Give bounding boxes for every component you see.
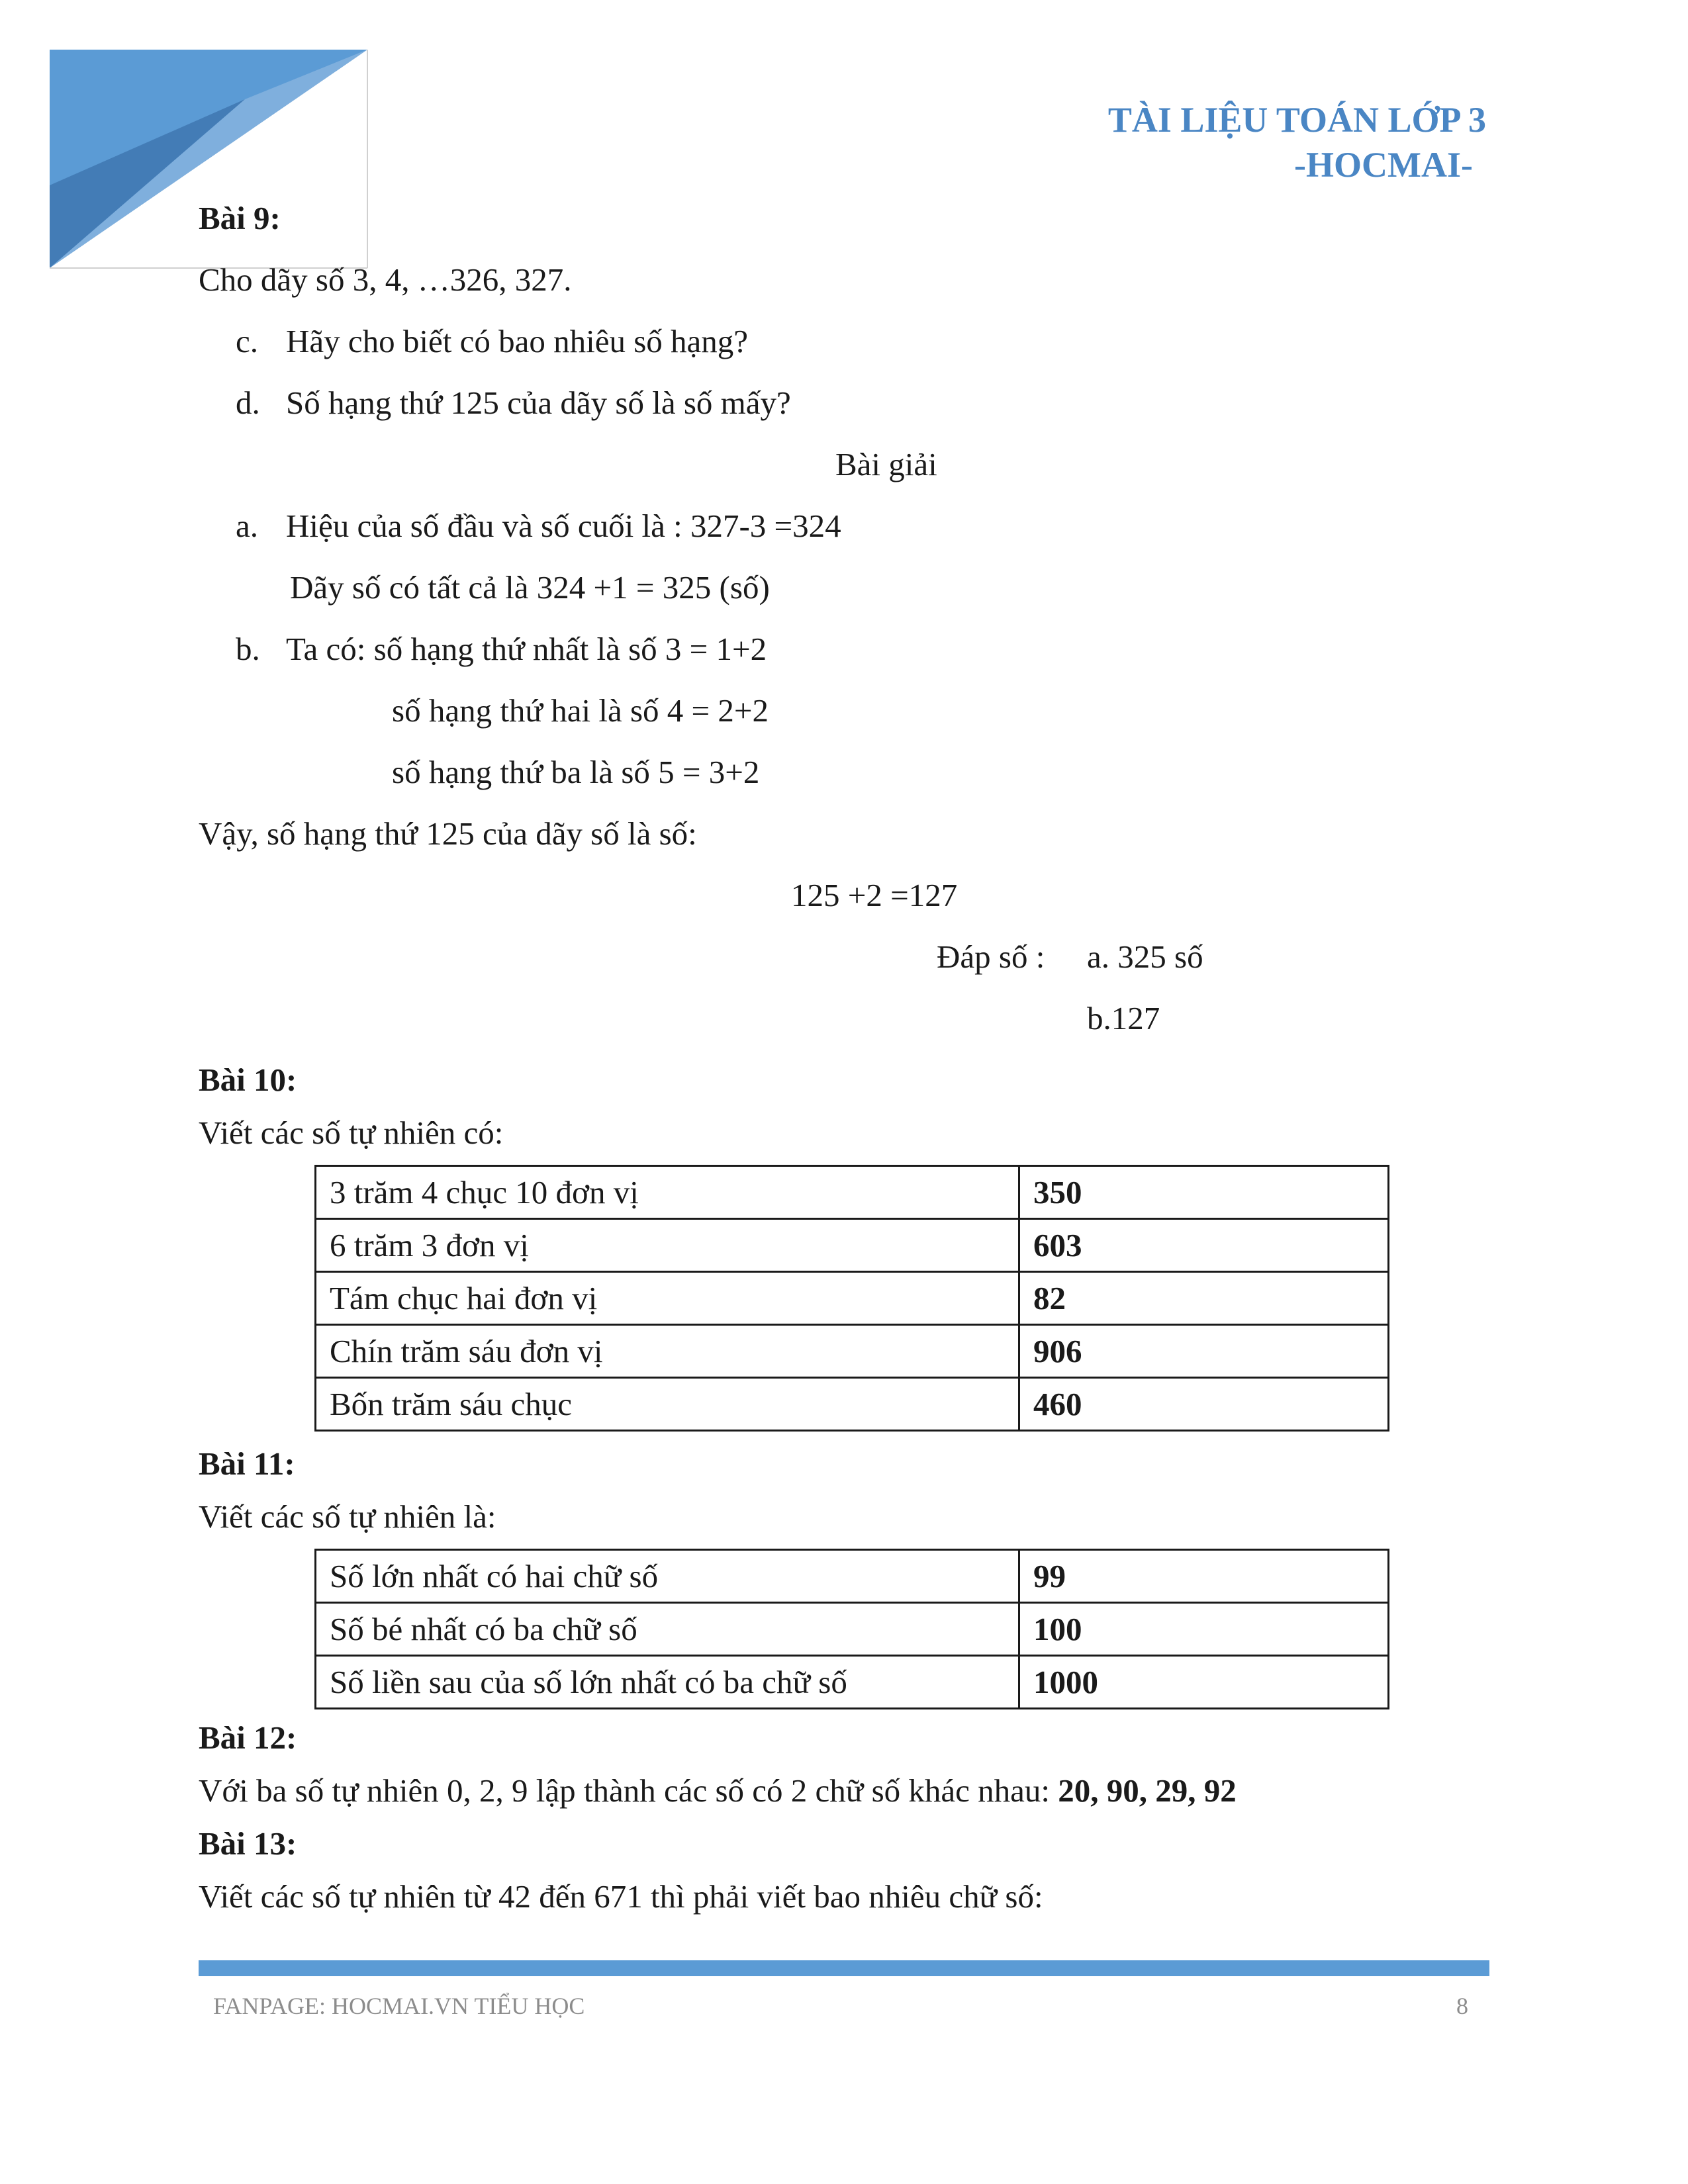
- table-cell-desc: Số liền sau của số lớn nhất có ba chữ số: [316, 1656, 1019, 1709]
- footer-divider: [199, 1960, 1489, 1976]
- table-cell-value: 603: [1019, 1219, 1389, 1272]
- table-row: [316, 1219, 1389, 1272]
- table-cell-desc: 6 trăm 3 đơn vị: [316, 1219, 1019, 1272]
- table-row: [316, 1603, 1389, 1656]
- table-cell-value: 82: [1019, 1272, 1389, 1325]
- table-row: [316, 1378, 1389, 1431]
- table-row: [316, 1325, 1389, 1378]
- solution-title: Bài giải: [835, 446, 937, 482]
- table-cell-desc: Số bé nhất có ba chữ số: [316, 1603, 1019, 1656]
- footer-fanpage: FANPAGE: HOCMAI.VN TIỂU HỌC: [213, 1993, 585, 2019]
- table-cell-value: 100: [1019, 1603, 1389, 1656]
- bai10-intro: Viết các số tự nhiên có:: [199, 1115, 504, 1151]
- bai9-intro: Cho dãy số 3, 4, …326, 327.: [199, 261, 572, 298]
- table-cell-desc: Tám chục hai đơn vị: [316, 1272, 1019, 1325]
- table-row: [316, 1166, 1389, 1219]
- bai11-title: Bài 11:: [199, 1445, 295, 1482]
- bai11-intro: Viết các số tự nhiên là:: [199, 1498, 496, 1535]
- solution-a-line1: Hiệu của số đầu và số cuối là : 327-3 =324: [286, 508, 841, 544]
- bai9-title: Bài 9:: [199, 200, 281, 236]
- solution-a-line2: Dãy số có tất cả là 324 +1 = 325 (số): [290, 569, 770, 606]
- bai12-title: Bài 12:: [199, 1719, 297, 1756]
- answer-b: b.127: [1087, 1000, 1160, 1036]
- table-row: [316, 1550, 1389, 1603]
- table-cell-desc: Chín trăm sáu đơn vị: [316, 1325, 1019, 1378]
- bai9-marker-b: b.: [236, 631, 260, 667]
- bai12-text: [199, 1771, 1237, 1811]
- solution-b-line2: số hạng thứ hai là số 4 = 2+2: [392, 692, 769, 729]
- bai12-answer: 20, 90, 29, 92: [1058, 1772, 1237, 1809]
- bai9-marker-a: a.: [236, 508, 258, 544]
- table-cell-value: 350: [1019, 1166, 1389, 1219]
- header-title: TÀI LIỆU TOÁN LỚP 3: [1107, 100, 1486, 140]
- page-number: 8: [1456, 1993, 1468, 2019]
- solution-conclusion: Vậy, số hạng thứ 125 của dãy số là số:: [199, 815, 697, 852]
- answer-a: a. 325 số: [1087, 938, 1203, 975]
- bai13-title: Bài 13:: [199, 1825, 297, 1862]
- bai9-marker-d: d.: [236, 385, 260, 421]
- bai13-text: Viết các số tự nhiên từ 42 đến 671 thì phải viết bao nhiêu chữ số:: [199, 1878, 1043, 1915]
- bai9-question-d: Số hạng thứ 125 của dãy số là số mấy?: [286, 385, 791, 421]
- bai11-table: [314, 1549, 1389, 1709]
- table-cell-value: 99: [1019, 1550, 1389, 1603]
- table-row: [316, 1272, 1389, 1325]
- solution-calculation: 125 +2 =127: [791, 877, 958, 913]
- bai10-table: [314, 1165, 1389, 1432]
- corner-decoration: [0, 0, 371, 278]
- table-cell-value: 460: [1019, 1378, 1389, 1431]
- answer-label: Đáp số :: [937, 938, 1045, 975]
- table-cell-value: 906: [1019, 1325, 1389, 1378]
- table-cell-value: 1000: [1019, 1656, 1389, 1709]
- table-cell-desc: Bốn trăm sáu chục: [316, 1378, 1019, 1431]
- table-cell-desc: 3 trăm 4 chục 10 đơn vị: [316, 1166, 1019, 1219]
- bai9-question-c: Hãy cho biết có bao nhiêu số hạng?: [286, 323, 749, 359]
- bai10-title: Bài 10:: [199, 1062, 297, 1098]
- bai12-question: Với ba số tự nhiên 0, 2, 9 lập thành các số có 2 chữ số khác nhau:: [199, 1772, 1058, 1809]
- table-row: [316, 1656, 1389, 1709]
- header-subtitle: -HOCMAI-: [1294, 145, 1473, 185]
- table-cell-desc: Số lớn nhất có hai chữ số: [316, 1550, 1019, 1603]
- bai9-marker-c: c.: [236, 323, 258, 359]
- solution-b-line1: Ta có: số hạng thứ nhất là số 3 = 1+2: [286, 631, 767, 667]
- solution-b-line3: số hạng thứ ba là số 5 = 3+2: [392, 754, 760, 790]
